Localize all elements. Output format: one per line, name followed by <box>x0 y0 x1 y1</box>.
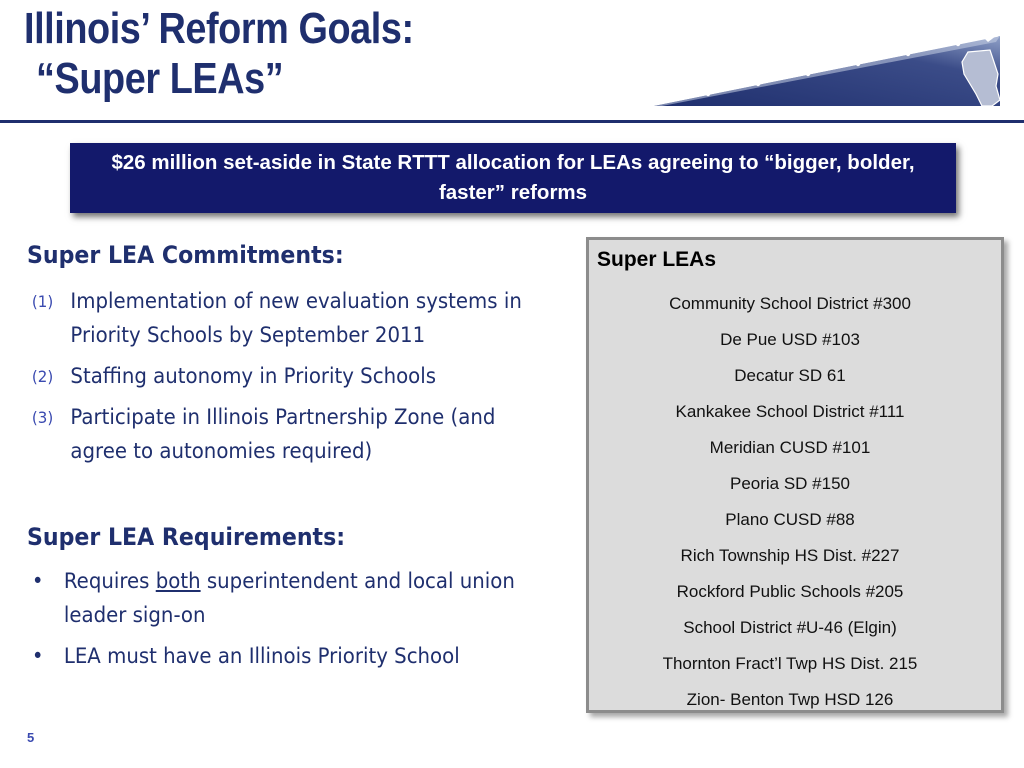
super-leas-title: Super LEAs <box>597 248 717 271</box>
commitments-list <box>30 284 582 475</box>
requirement-emphasis: both <box>155 569 201 593</box>
commitment-item <box>30 359 549 393</box>
commitment-item <box>30 400 549 468</box>
super-leas-panel <box>586 237 1004 713</box>
commitment-text: Staffing autonomy in Priority Schools <box>70 364 437 388</box>
commitment-number: (3) <box>31 408 54 427</box>
page-number: 5 <box>27 730 35 745</box>
slide-title-line2: “Super LEAs” <box>36 54 284 103</box>
bullet-icon: • <box>31 569 44 593</box>
commitment-number: (1) <box>31 292 54 311</box>
district-item: Peoria SD #150 <box>729 474 851 493</box>
funding-banner <box>70 143 956 213</box>
slide-title-line1: Illinois’ Reform Goals: <box>24 4 414 53</box>
requirements-list <box>30 564 570 680</box>
requirement-text-before: LEA must have an Illinois Priority School <box>63 644 460 668</box>
district-item: School District #U-46 (Elgin) <box>683 618 897 637</box>
requirement-text-after: superintendent and local union leader sign-on <box>63 569 515 627</box>
requirement-item <box>30 564 538 632</box>
district-item: Meridian CUSD #101 <box>709 438 871 457</box>
district-item: De Pue USD #103 <box>720 330 860 349</box>
district-item: Plano CUSD #88 <box>725 510 855 529</box>
district-item: Decatur SD 61 <box>734 366 846 385</box>
bullet-icon: • <box>31 644 44 668</box>
title-divider <box>0 120 1024 123</box>
commitment-text: Implementation of new evaluation systems in Priority Schools by September 2011 <box>70 289 522 347</box>
requirement-text-before: Requires <box>63 569 156 593</box>
commitment-text: Participate in Illinois Partnership Zone (and agree to autonomies required) <box>70 405 496 463</box>
requirement-item <box>30 639 538 673</box>
district-item: Community School District #300 <box>669 294 911 313</box>
commitments-heading: Super LEA Commitments: <box>27 241 344 269</box>
district-item: Kankakee School District #111 <box>675 402 905 421</box>
commitment-number: (2) <box>31 367 54 386</box>
district-item: Rich Township HS Dist. #227 <box>680 546 900 565</box>
requirements-heading: Super LEA Requirements: <box>27 523 346 551</box>
funding-banner-text: $26 million set-aside in State RTTT allocation for LEAs agreeing to “bigger, bolder, faster” reforms <box>111 151 915 204</box>
illinois-state-logo-icon <box>648 28 1024 112</box>
district-item: Rockford Public Schools #205 <box>676 582 904 601</box>
district-item: Zion- Benton Twp HSD 126 <box>686 690 894 709</box>
commitment-item <box>30 284 549 352</box>
district-item: Thornton Fract’l Twp HS Dist. 215 <box>662 654 918 673</box>
super-leas-list <box>589 286 1001 718</box>
slide-title <box>24 4 414 104</box>
